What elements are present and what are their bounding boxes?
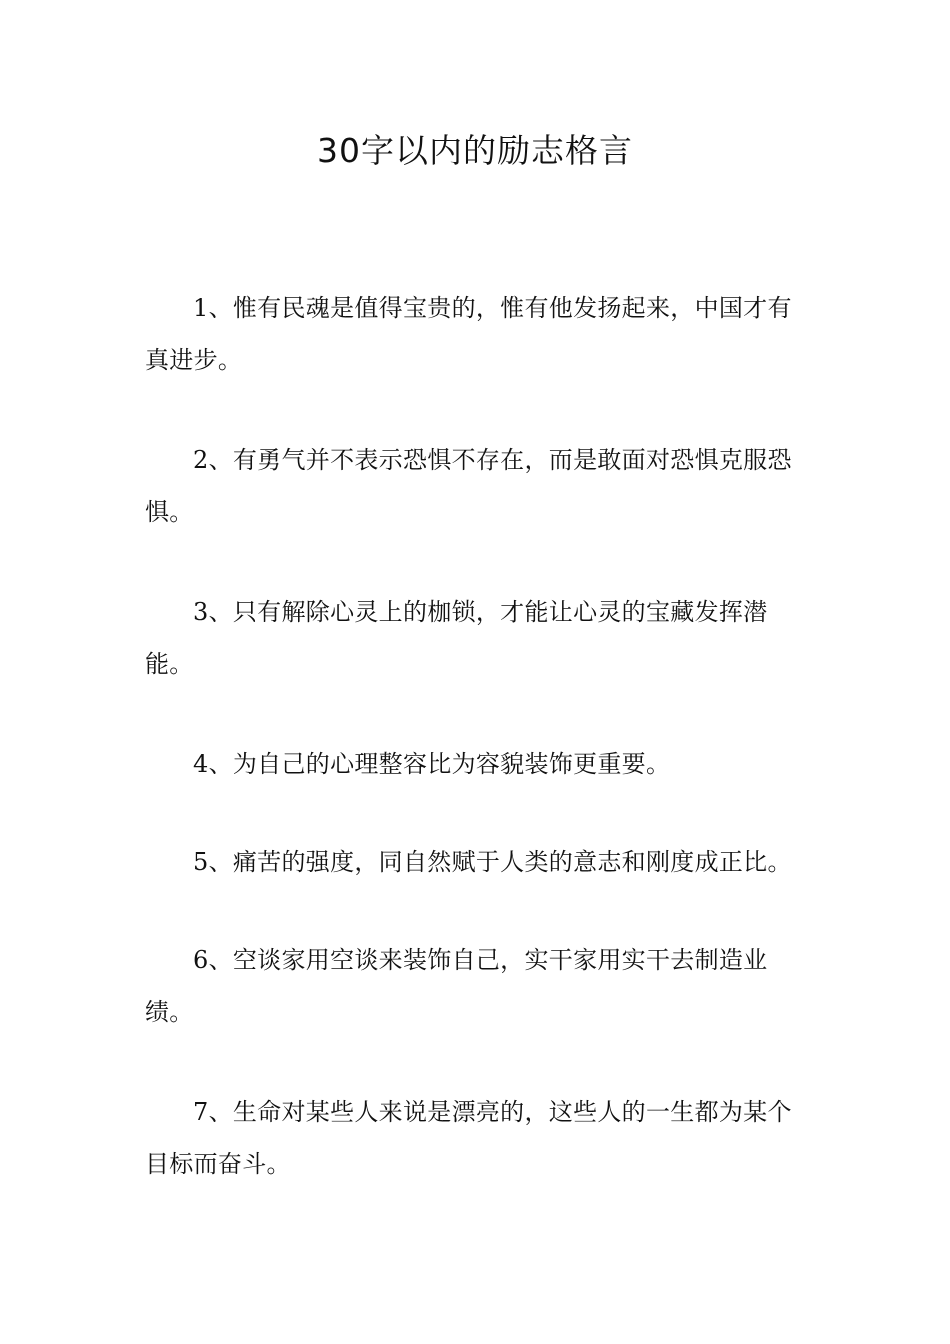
quote-item-3: 3、只有解除心灵上的枷锁，才能让心灵的宝藏发挥潜能。 — [145, 598, 768, 678]
document-title: 30字以内的励志格言 — [317, 131, 633, 170]
quote-item-2: 2、有勇气并不表示恐惧不存在，而是敢面对恐惧克服恐惧。 — [145, 446, 792, 526]
quote-item-4: 4、为自己的心理整容比为容貌装饰更重要。 — [193, 750, 671, 778]
quote-item-7: 7、生命对某些人来说是漂亮的，这些人的一生都为某个目标而奋斗。 — [145, 1098, 792, 1178]
quote-item-6: 6、空谈家用空谈来装饰自己，实干家用实干去制造业绩。 — [145, 946, 768, 1026]
quote-item-5: 5、痛苦的强度，同自然赋于人类的意志和刚度成正比。 — [193, 848, 792, 876]
quote-item-1: 1、惟有民魂是值得宝贵的，惟有他发扬起来，中国才有真进步。 — [145, 294, 792, 374]
quote-list — [145, 282, 808, 1238]
